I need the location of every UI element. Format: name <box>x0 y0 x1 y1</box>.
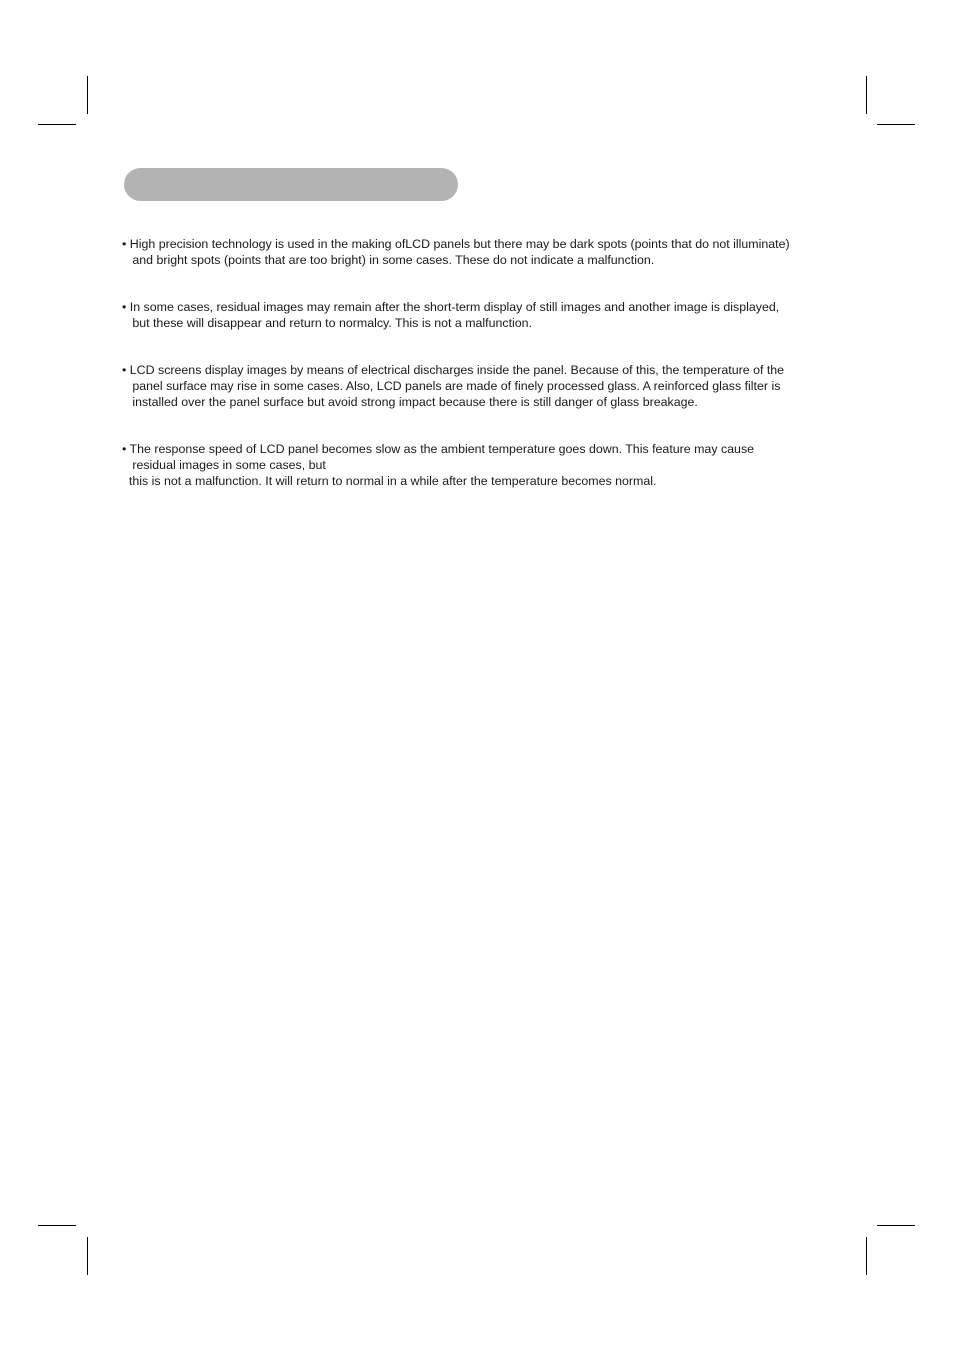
note-line: installed over the panel surface but avoid strong impact because there is still danger of glass breakage. <box>122 395 698 409</box>
note-dark-bright-spots <box>122 236 842 268</box>
note-line: but these will disappear and return to normalcy. This is not a malfunction. <box>122 316 533 330</box>
note-residual-images <box>122 299 842 331</box>
note-panel-temperature-glass <box>122 362 842 410</box>
section-heading-bar <box>124 168 458 201</box>
crop-mark-bottom-left-horizontal <box>38 1225 76 1226</box>
notes-list <box>122 236 842 489</box>
crop-mark-bottom-left-vertical <box>87 1237 88 1275</box>
crop-mark-top-right-horizontal <box>877 124 915 125</box>
note-line: residual images in some cases, but <box>122 458 326 472</box>
note-response-speed <box>122 441 842 489</box>
note-line: • High precision technology is used in the making ofLCD panels but there may be dark spots (points that do not illuminate) <box>122 237 790 251</box>
crop-mark-top-right-vertical <box>866 76 867 114</box>
crop-mark-bottom-right-horizontal <box>877 1225 915 1226</box>
note-line: • LCD screens display images by means of electrical discharges inside the panel. Because of this, the temperature of the <box>122 363 785 377</box>
note-line: and bright spots (points that are too bright) in some cases. These do not indicate a malfunction. <box>122 253 655 267</box>
crop-mark-top-left-horizontal <box>38 124 76 125</box>
note-line: • In some cases, residual images may remain after the short-term display of still images and another image is displayed, <box>122 300 780 314</box>
note-line: panel surface may rise in some cases. Also, LCD panels are made of finely processed glass. A reinforced glass filter is <box>122 379 781 393</box>
crop-mark-bottom-right-vertical <box>866 1237 867 1275</box>
note-line: • The response speed of LCD panel becomes slow as the ambient temperature goes down. This feature may cause <box>122 442 755 456</box>
note-line: this is not a malfunction. It will return to normal in a while after the temperature becomes normal. <box>122 474 657 488</box>
crop-mark-top-left-vertical <box>87 76 88 114</box>
